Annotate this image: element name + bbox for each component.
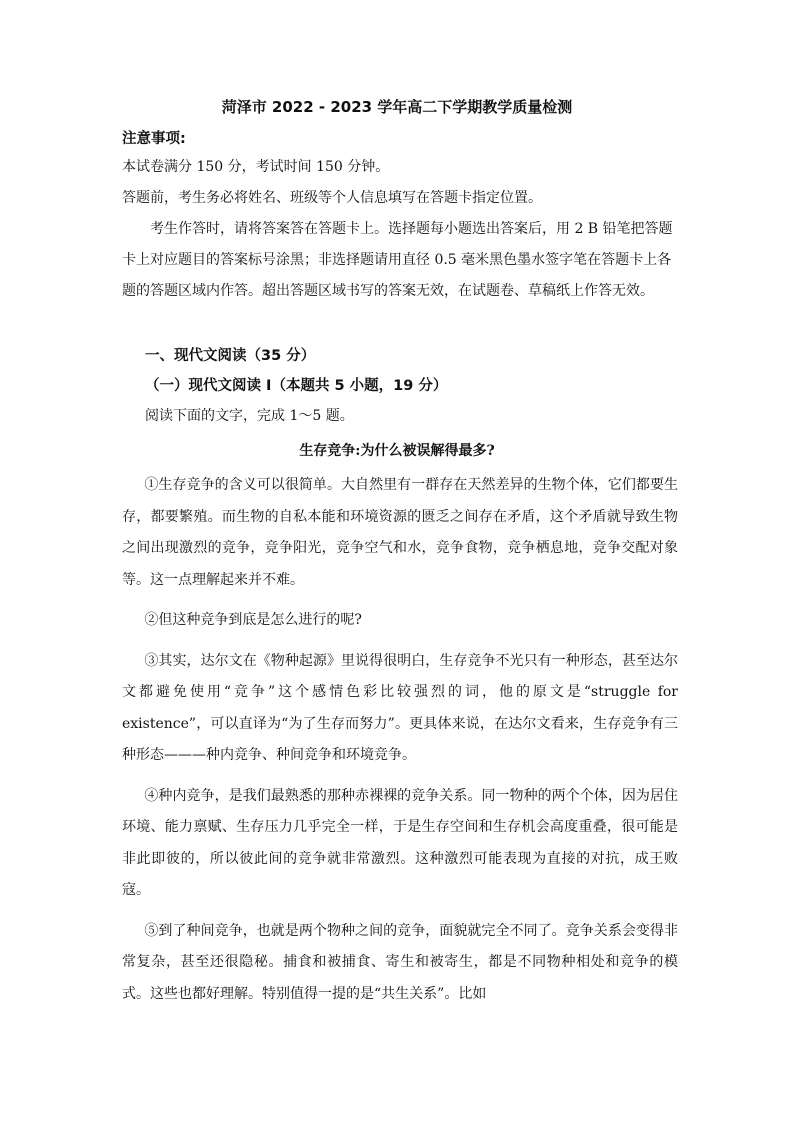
section-heading: 一、现代文阅读（35 分） (145, 348, 316, 364)
article-title: 生存竞争:为什么被误解得最多? (299, 443, 495, 459)
note-item: 答题前，考生务必将姓名、班级等个人信息填写在答题卡指定位置。 (122, 190, 542, 206)
note-item: 考生作答时，请将答案答在答题卡上。选择题每小题选出答案后，用 2 B 铅笔把答题 卡上对应题目的答案标号涂黑；非选择题请用直径 0.5 毫米黑色墨水签字笔在答题卡上各题的答题区域内作答。超出答题区域书写的答案无效，在试题卷、草稿纸上作答无效。 (122, 221, 673, 299)
article-paragraph: ③其实，达尔文在《物种起源》里说得很明白，生存竞争不光只有一种形态，甚至达尔文都避免使用“竞争”这个感情色彩比较强烈的词，他的原文是“struggle for existence”，可以直译为“为了生存而努力”。更具体来说，在达尔文看来，生存竞争有三种形态———种内竞争、种间竞争和环境竞争。 (122, 652, 678, 763)
notes-heading: 注意事项: (122, 131, 186, 147)
notes-block (122, 152, 678, 307)
article-paragraph: ②但这种竞争到底是怎么进行的呢? (144, 612, 362, 628)
note-item: 本试卷满分 150 分，考试时间 150 分钟。 (122, 159, 390, 175)
article-body (122, 470, 678, 1019)
reading-instruction: 阅读下面的文字，完成 1～5 题。 (145, 408, 354, 424)
article-paragraph: ④种内竞争，是我们最熟悉的那种赤裸裸的竞争关系。同一物种的两个个体，因为居住环境、能力禀赋、生存压力几乎完全一样，于是生存空间和生存机会高度重叠，很可能是非此即彼的，所以彼此间的竞争就非常激烈。这种激烈可能表现为直接的对抗，成王败寇。 (122, 787, 678, 898)
article-paragraph: ①生存竞争的含义可以很简单。大自然里有一群存在天然差异的生物个体，它们都要生存，都要繁殖。而生物的自私本能和环境资源的匮乏之间存在矛盾，这个矛盾就导致生物之间出现激烈的竞争，竞争阳光，竞争空气和水，竞争食物，竞争栖息地，竞争交配对象等。这一点理解起来并不难。 (122, 477, 678, 588)
exam-title: 菏泽市 2022 - 2023 学年高二下学期教学质量检测 (221, 98, 573, 116)
article-paragraph: ⑤到了种间竞争，也就是两个物种之间的竞争，面貌就完全不同了。竞争关系会变得非常复杂，甚至还很隐秘。捕食和被捕食、寄生和被寄生，都是不同物种相处和竞争的模式。这些也都好理解。特别值得一提的是“共生关系”。比如 (122, 922, 678, 1002)
subsection-heading: （一）现代文阅读 I（本题共 5 小题，19 分） (145, 378, 448, 394)
